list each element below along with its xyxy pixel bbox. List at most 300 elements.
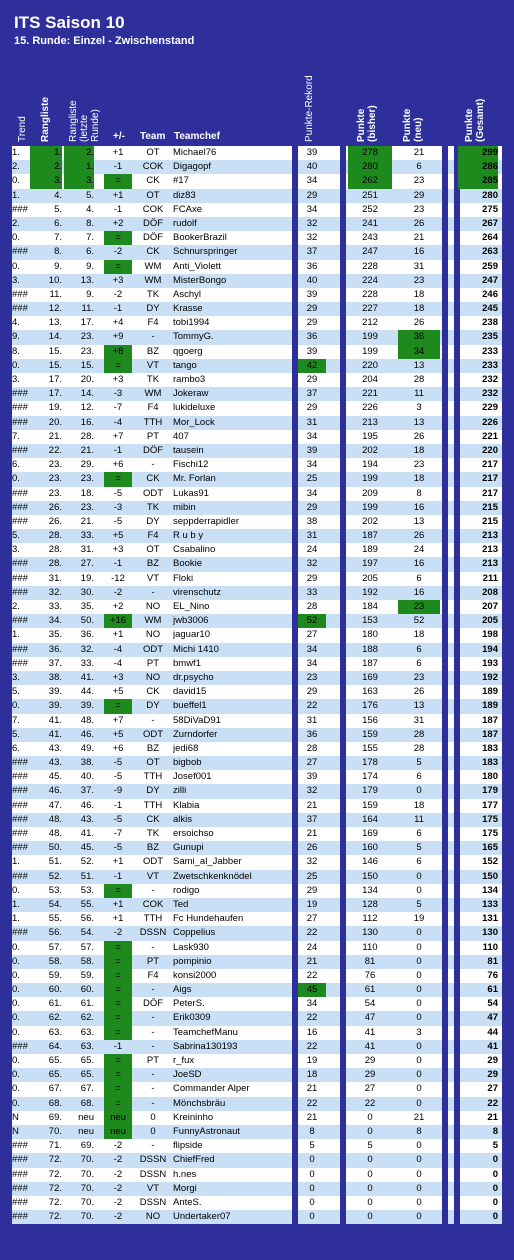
cell-rang-letzte: 39. [80,700,94,712]
cell-team: WM [144,274,162,286]
cell-punkte-gesamt: 21 [487,1111,498,1123]
cell-rang-letzte: 38. [80,757,94,769]
cell-plusminus: +3 [112,274,124,286]
column-separator [340,203,346,217]
cell-punkte-gesamt: 22 [487,1097,498,1109]
cell-rang: 22. [48,444,62,456]
cell-team: - [151,1040,155,1052]
cell-rekord: 32 [306,232,318,244]
cell-plusminus: +1 [112,898,124,910]
table-row [12,231,502,245]
column-separator [340,316,346,330]
cell-rekord: 34 [306,643,318,655]
cell-rekord: 18 [306,1069,318,1081]
cell-trend: 3. [12,274,20,286]
cell-punkte-neu: 0 [416,1040,422,1052]
column-separator [442,1111,448,1125]
cell-punkte-gesamt: 207 [482,601,498,612]
column-separator [442,444,448,458]
cell-teamchef: AnteS. [173,1196,202,1208]
cell-plusminus: -2 [113,927,123,939]
cell-punkte-gesamt: 177 [482,799,498,811]
cell-plusminus: -4 [113,643,123,655]
column-separator [442,189,448,203]
cell-punkte-neu: 18 [413,303,425,315]
cell-trend: 1. [12,629,20,641]
column-separator [442,1139,448,1153]
cell-rekord: 29 [306,374,318,385]
column-separator [442,1040,448,1054]
cell-punkte-bisher: 226 [362,402,378,414]
cell-team: CK [146,473,160,485]
cell-plusminus: = [115,1083,121,1095]
cell-plusminus: +16 [109,615,127,627]
cell-punkte-neu: 0 [416,870,422,882]
cell-rang-letzte: 21. [80,444,94,456]
column-separator [340,401,346,415]
cell-team: PT [146,1055,160,1066]
cell-punkte-bisher: 150 [362,870,378,882]
cell-punkte-gesamt: 213 [482,530,498,542]
cell-punkte-gesamt: 245 [482,303,498,315]
cell-punkte-gesamt: 183 [482,757,498,769]
column-separator [340,983,346,997]
cell-punkte-gesamt: 165 [482,842,498,854]
cell-rang: 65. [48,1055,62,1066]
cell-punkte-neu: 0 [416,955,422,967]
cell-punkte-neu: 6 [416,771,422,783]
cell-rang-letzte: 2. [86,147,94,158]
cell-rang-letzte: neu [78,1111,94,1123]
column-separator [442,430,448,444]
cell-punkte-neu: 3 [416,402,422,414]
cell-rang-letzte: 9. [86,288,94,300]
cell-trend: ### [12,203,28,215]
cell-team: - [151,884,155,896]
cell-rang: 26. [48,501,62,513]
cell-plusminus: -3 [113,388,123,400]
cell-rekord: 0 [309,1211,315,1223]
cell-rang-letzte: 46. [80,728,94,740]
column-separator [340,926,346,940]
cell-trend: ### [12,501,28,513]
cell-punkte-bisher: 247 [362,246,378,258]
cell-rekord: 34 [306,998,318,1010]
cell-punkte-gesamt: 280 [482,189,498,201]
cell-trend: 8. [12,345,20,357]
cell-plusminus: -5 [113,757,123,769]
cell-rang-letzte: 69. [80,1140,94,1152]
cell-punkte-bisher: 199 [362,501,378,513]
cell-punkte-neu: 6 [416,657,422,669]
cell-teamchef: Digagopf [173,161,212,173]
cell-teamchef: Kreininho [173,1111,214,1123]
cell-trend: ### [12,1182,28,1194]
cell-rekord: 27 [306,629,318,641]
cell-teamchef: seppderrapidler [173,515,240,527]
cell-team: TTH [143,771,163,783]
cell-rekord: 29 [306,303,318,315]
cell-punkte-neu: 52 [413,615,425,627]
cell-plusminus: -2 [113,288,123,300]
cell-rang: 53. [48,884,62,896]
column-separator [340,799,346,813]
table-row [12,260,502,274]
cell-trend: N [12,1111,19,1123]
cell-plusminus: -1 [113,1040,123,1052]
cell-punkte-gesamt: 150 [482,870,498,882]
cell-punkte-bisher: 29 [364,1055,376,1066]
cell-team: CK [146,813,160,825]
column-separator [442,955,448,969]
column-separator [340,1125,346,1139]
cell-rekord: 21 [306,955,318,967]
column-separator [340,884,346,898]
cell-trend: ### [12,572,28,584]
cell-rang-letzte: 70. [80,1154,94,1166]
cell-trend: 5. [12,686,20,698]
cell-team: BZ [146,842,160,854]
cell-rang-letzte: 16. [80,416,94,428]
cell-rekord: 29 [306,501,318,513]
column-separator [340,458,346,472]
cell-rekord: 45 [306,984,318,996]
cell-rekord: 34 [306,430,318,442]
header-rangliste: Rangliste [40,96,51,142]
cell-team: WM [144,615,162,627]
cell-team: TK [146,501,160,513]
cell-team: DÖF [142,232,164,244]
cell-rang: 65. [48,1069,62,1081]
column-separator [442,600,448,614]
cell-punkte-gesamt: 286 [482,161,498,173]
column-separator [340,174,346,188]
cell-rang: 72. [48,1182,62,1194]
cell-punkte-gesamt: 189 [482,700,498,712]
cell-plusminus: +1 [112,913,124,925]
cell-rang-letzte: 3. [86,175,94,187]
cell-trend: ### [12,444,28,456]
cell-trend: ### [12,1196,28,1208]
cell-rang-letzte: 55. [80,898,94,910]
cell-plusminus: -5 [113,771,123,783]
table-row [12,330,502,344]
column-separator [442,756,448,770]
cell-punkte-neu: 0 [416,1140,422,1152]
cell-rekord: 24 [306,544,318,556]
cell-trend: 0. [12,1069,20,1081]
table-row [12,416,502,430]
cell-teamchef: TommyG. [173,331,214,343]
column-separator [340,330,346,344]
cell-punkte-bisher: 163 [362,686,378,698]
cell-trend: 0. [12,1012,20,1024]
cell-punkte-bisher: 41 [364,1026,376,1038]
cell-punkte-bisher: 54 [364,998,376,1010]
cell-teamchef: Lukas91 [173,487,209,499]
cell-teamchef: qgoerg [173,345,203,357]
column-separator [442,1125,448,1139]
cell-rekord: 34 [306,175,318,187]
cell-punkte-bisher: 81 [364,955,376,967]
table-row [12,217,502,231]
cell-rekord: 0 [309,1168,315,1180]
cell-rang: 28. [48,530,62,542]
header-punkte-neu: Punkte (neu) [402,108,424,142]
cell-trend: 0. [12,175,20,187]
cell-trend: 1. [12,189,20,201]
cell-rang: 45. [48,771,62,783]
column-separator [340,628,346,642]
column-separator [340,728,346,742]
cell-punkte-gesamt: 226 [482,416,498,428]
cell-punkte-bisher: 27 [364,1083,376,1095]
cell-punkte-gesamt: 8 [492,1125,498,1137]
cell-team: TTH [143,799,163,811]
cell-rang-letzte: 35. [80,601,94,612]
cell-punkte-gesamt: 133 [482,898,498,910]
column-separator [442,770,448,784]
cell-trend: ### [12,288,28,300]
cell-plusminus: +6 [112,459,124,471]
cell-rang-letzte: 8. [86,217,94,229]
cell-rekord: 32 [306,217,318,229]
cell-teamchef: Krasse [173,303,203,315]
table-row [12,1097,502,1111]
cell-plusminus: -2 [113,1196,123,1208]
cell-teamchef: Ted [173,898,189,910]
table-row [12,1082,502,1096]
cell-team: TK [146,374,160,385]
cell-trend: 0. [12,359,20,371]
cell-punkte-neu: 0 [416,884,422,896]
cell-team: - [151,1069,155,1081]
column-separator [442,1153,448,1167]
cell-team: CK [146,175,160,187]
table-row [12,827,502,841]
cell-teamchef: Coppelius [173,927,216,939]
cell-punkte-neu: 18 [413,473,425,485]
cell-plusminus: = [115,175,121,187]
cell-punkte-gesamt: 54 [487,998,498,1010]
cell-team: DY [146,515,160,527]
cell-rekord: 52 [306,615,318,627]
column-separator [340,288,346,302]
cell-rang: 56. [48,927,62,939]
cell-rekord: 0 [309,1182,315,1194]
column-separator [442,1182,448,1196]
cell-plusminus: +4 [112,317,124,329]
column-separator [442,501,448,515]
table-row [12,1026,502,1040]
cell-punkte-gesamt: 221 [482,430,498,442]
cell-punkte-bisher: 0 [367,1182,373,1194]
column-separator [340,1082,346,1096]
table-row [12,1011,502,1025]
cell-rang: 19. [48,402,62,414]
cell-trend: ### [12,1140,28,1152]
cell-team: COK [142,203,164,215]
cell-rang-letzte: 33. [80,657,94,669]
cell-punkte-gesamt: 213 [482,544,498,556]
cell-punkte-neu: 6 [416,572,422,584]
cell-rang: 2. [54,161,62,173]
table-row [12,614,502,628]
cell-punkte-neu: 31 [413,260,425,272]
table-row [12,444,502,458]
cell-trend: ### [12,1154,28,1166]
cell-rekord: 8 [309,1125,315,1137]
column-separator [442,387,448,401]
column-separator [340,997,346,1011]
cell-teamchef: Fc Hundehaufen [173,913,244,925]
cell-rang-letzte: 7. [86,232,94,244]
cell-punkte-gesamt: 179 [482,785,498,797]
cell-punkte-bisher: 227 [362,303,378,315]
cell-teamchef: Sabrina130193 [173,1040,238,1052]
cell-rang-letzte: 33. [80,530,94,542]
cell-punkte-gesamt: 299 [482,147,498,158]
cell-team: OT [146,544,160,556]
cell-punkte-bisher: 159 [362,728,378,740]
cell-punkte-neu: 23 [413,671,425,683]
cell-rang-letzte: 11. [81,303,94,315]
cell-trend: ### [12,799,28,811]
cell-rang: 50. [48,842,62,854]
cell-punkte-neu: 16 [413,246,425,258]
column-separator [442,1196,448,1210]
cell-rang: 43. [48,742,62,754]
cell-teamchef: Floki [173,572,194,584]
cell-plusminus: = [115,998,121,1010]
table-row [12,302,502,316]
column-separator [442,401,448,415]
cell-rang-letzte: 51. [80,870,94,882]
cell-rekord: 31 [306,530,318,542]
cell-punkte-bisher: 220 [362,359,378,371]
cell-punkte-gesamt: 187 [482,714,498,726]
cell-punkte-gesamt: 215 [482,501,498,513]
table-row [12,501,502,515]
table-row [12,643,502,657]
cell-punkte-neu: 0 [416,927,422,939]
column-separator [442,345,448,359]
cell-teamchef: Schnurspringer [173,246,238,258]
cell-trend: ### [12,657,28,669]
table-row [12,870,502,884]
cell-plusminus: -5 [113,842,123,854]
cell-rang: 3. [54,175,62,187]
cell-trend: 1. [12,898,20,910]
cell-rang-letzte: 18. [80,487,94,499]
cell-rekord: 28 [306,742,318,754]
cell-rang-letzte: 9. [86,260,94,272]
cell-punkte-neu: 13 [413,700,425,712]
cell-team: F4 [147,317,159,329]
table-row [12,146,502,160]
column-separator [442,671,448,685]
cell-plusminus: -2 [113,1154,123,1166]
cell-plusminus: -2 [113,1182,123,1194]
cell-punkte-neu: 5 [416,898,422,910]
cell-punkte-neu: 0 [416,984,422,996]
cell-rang: 67. [48,1083,62,1095]
cell-punkte-gesamt: 232 [482,374,498,385]
cell-rang: 51. [48,856,62,868]
cell-punkte-neu: 0 [416,1182,422,1194]
cell-plusminus: +8 [112,345,124,357]
cell-rang: 41. [48,714,62,726]
cell-teamchef: Aschyl [173,288,201,300]
column-separator [442,742,448,756]
cell-rekord: 39 [306,771,318,783]
cell-punkte-bisher: 174 [362,771,378,783]
cell-rekord: 32 [306,558,318,570]
cell-team: DÖF [142,998,164,1010]
cell-plusminus: -12 [111,572,125,584]
cell-rekord: 22 [306,1012,318,1024]
table-row [12,997,502,1011]
cell-punkte-bisher: 199 [362,345,378,357]
cell-rekord: 36 [306,728,318,740]
cell-teamchef: Erik0309 [173,1012,211,1024]
cell-punkte-bisher: 128 [362,898,378,910]
cell-teamchef: alkis [173,813,193,825]
cell-plusminus: = [115,700,121,712]
cell-punkte-bisher: 213 [362,416,378,428]
cell-punkte-neu: 26 [413,317,425,329]
cell-rang-letzte: neu [78,1125,94,1137]
column-separator [442,728,448,742]
cell-rang-letzte: 46. [80,799,94,811]
cell-rang-letzte: 58. [80,955,94,967]
cell-punkte-gesamt: 27 [487,1083,498,1095]
cell-rang-letzte: 67. [80,1083,94,1095]
cell-punkte-gesamt: 213 [482,558,498,570]
cell-punkte-gesamt: 183 [482,742,498,754]
column-separator [340,685,346,699]
cell-rekord: 28 [306,601,318,612]
cell-rekord: 37 [306,388,318,400]
column-separator [442,529,448,543]
cell-rekord: 0 [309,1154,315,1166]
cell-punkte-bisher: 280 [362,161,378,173]
table-row [12,458,502,472]
cell-rang: 43. [48,757,62,769]
cell-rang: 14. [48,331,62,343]
cell-rang: 47. [48,799,62,811]
column-separator [442,1168,448,1182]
cell-plusminus: = [115,955,121,967]
cell-teamchef: Zwetschkenknödel [173,870,252,882]
cell-team: DSSN [139,927,167,939]
cell-punkte-neu: 0 [416,785,422,797]
cell-rekord: 34 [306,657,318,669]
cell-plusminus: +9 [112,331,124,343]
cell-trend: ### [12,303,28,315]
cell-team: VT [146,359,160,371]
column-separator [340,1153,346,1167]
cell-punkte-neu: 11 [414,388,424,400]
cell-punkte-neu: 26 [413,217,425,229]
cell-trend: ### [12,813,28,825]
cell-plusminus: -4 [113,657,123,669]
cell-punkte-bisher: 0 [367,1211,373,1223]
cell-rang: 41. [48,728,62,740]
cell-punkte-gesamt: 194 [482,643,498,655]
table-row [12,160,502,174]
table-row [12,628,502,642]
